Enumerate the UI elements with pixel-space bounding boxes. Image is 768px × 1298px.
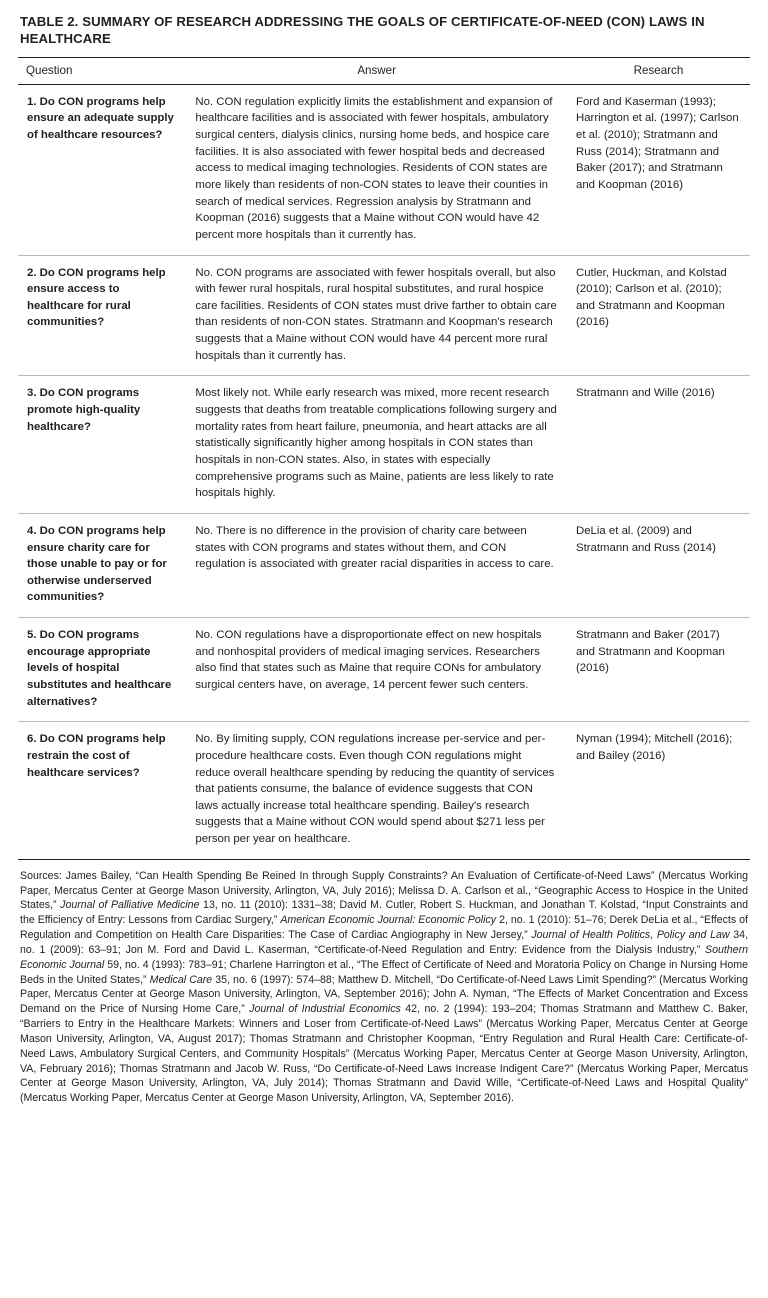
row-question: 2. Do CON programs help ensure access to healthcare for rural communities? <box>18 255 186 376</box>
row-answer: No. CON programs are associated with fewer hospitals overall, but also with fewer rural hospitals, rural hospital substitutes, and rural hospice care facilities. Residents of CON states must drive farther to obtain care than residents of non-CON states. Stratmann and Koopman's research suggests that a Maine without CON would have 44 percent more rural hospitals than it currently has. <box>186 255 567 376</box>
source-title-italic: Journal of Industrial Economics <box>249 1003 401 1016</box>
source-text: 34, no. 1 (2009): 63–91; Jon M. Ford and David L. Kaserman, “Certificate-of-Need Regulation and Entry: Evidence from the Dialysis Industry,” <box>20 929 749 956</box>
column-header-answer: Answer <box>186 57 567 84</box>
row-answer: No. There is no difference in the provision of charity care between states with CON programs and states without them, and CON regulation is associated with greater racial disparities in access to care. <box>186 513 567 617</box>
row-answer: Most likely not. While early research was mixed, more recent research suggests that deaths from treatable complications following surgery and mortality rates from heart failure, pneumonia, and heart attacks are all statistically significantly higher among hospitals in CON states than hospitals in non-CON states. Also, in states with especially comprehensive programs such as Maine, patients are less likely to rate hospitals highly. <box>186 376 567 513</box>
row-answer: No. CON regulations have a disproportionate effect on new hospitals and nonhospital providers of medical imaging services. Researchers also find that states such as Maine that require CONs for ambulatory surgical centers have, on average, 14 percent fewer such centers. <box>186 618 567 722</box>
con-summary-table <box>18 57 750 860</box>
table-row <box>18 255 750 376</box>
source-text: 35, no. 6 (1997): 574–88; Matthew D. Mitchell, “Do Certificate-of-Need Laws Limit Spending?” (Mercatus Working Paper, Mercatus Center at George Mason University, Arlington, VA, September 2016); John A. Nyman, “The Effects of Market Concentration and Excess Demand on the Price of Nursing Home Care,” <box>20 973 748 1016</box>
source-text: 13, no. 11 (2010): 1331–38; David M. Cutler, Robert S. Huckman, and Jonathan T. Kolstad, “Input Constraints and the Efficiency of Entry: Lessons from Cardiac Surgery,” <box>20 899 748 927</box>
source-text: 2, no. 1 (2010): 51–76; Derek DeLia et al., “Effects of Regulation and Competition on Health Care Disparities: The Case of Cardiac Angiography in New Jersey,” <box>20 914 748 942</box>
row-answer: No. By limiting supply, CON regulations increase per-service and per-procedure healthcare costs. Even though CON regulations might reduce overall healthcare spending by reducing the quantity of services that patients consume, the balance of evidence suggests that CON laws actually increase total healthcare spending. Bailey's research suggests that a Maine without CON would spend about $271 less per person per year on healthcare. <box>186 722 567 859</box>
column-header-research: Research <box>567 57 750 84</box>
row-research: Stratmann and Wille (2016) <box>567 376 750 513</box>
source-title-italic: Medical Care <box>149 973 213 986</box>
source-title-italic: American Economic Journal: Economic Policy <box>280 914 497 927</box>
row-research: Cutler, Huckman, and Kolstad (2010); Carlson et al. (2010); and Stratmann and Koopman (2016) <box>567 255 750 376</box>
source-text: 42, no. 2 (1994): 193–204; Thomas Stratmann and Matthew C. Baker, “Barriers to Entry in the Healthcare Markets: Winners and Loser from Certificate-of-Need Laws” (Mercatus Working Paper, Mercatus Center at George Mason University, Arlington, VA, August 2017); Thomas Stratmann and Christopher Koopman, “Entry Regulation and Rural Health Care: Certificate-of-Need Laws, Ambulatory Surgical Centers, and Community Hospitals” (Mercatus Working Paper, Mercatus Center at George Mason University, Arlington, VA, February 2016); Thomas Stratmann and Jacob W. Russ, “Do Certificate-of-Need Laws Increase Indigent Care?” (Mercatus Working Paper, Mercatus Center at George Mason University, Arlington, VA, July 2014); Thomas Stratmann and David Wille, “Certificate-of-Need Laws and Hospital Quality” (Mercatus Working Paper, Mercatus Center at George Mason University, Arlington, VA, September 2016). <box>20 1003 748 1105</box>
row-question: 3. Do CON programs promote high-quality healthcare? <box>18 376 186 513</box>
row-question: 5. Do CON programs encourage appropriate levels of hospital substitutes and healthcare alternatives? <box>18 618 186 722</box>
table-row <box>18 618 750 722</box>
row-research: Stratmann and Baker (2017) and Stratmann and Koopman (2016) <box>567 618 750 722</box>
table-row <box>18 84 750 255</box>
source-title-italic: Journal of Palliative Medicine <box>60 899 200 912</box>
row-question: 6. Do CON programs help restrain the cost of healthcare services? <box>18 722 186 859</box>
row-research: Nyman (1994); Mitchell (2016); and Bailey (2016) <box>567 722 750 859</box>
column-header-question: Question <box>18 57 186 84</box>
table-row <box>18 376 750 513</box>
row-research: Ford and Kaserman (1993); Harrington et al. (1997); Carlson et al. (2010); Stratmann and Russ (2014); Stratmann and Baker (2017); and Stratmann and Koopman (2016) <box>567 84 750 255</box>
source-text: 59, no. 4 (1993): 783–91; Charlene Harrington et al., “The Effect of Certificate of Need and Moratoria Policy on Change in Nursing Home Beds in the United States,” <box>20 958 748 986</box>
table-title: TABLE 2. SUMMARY OF RESEARCH ADDRESSING THE GOALS OF CERTIFICATE-OF-NEED (CON) LAWS IN HEALTHCARE <box>20 14 705 46</box>
row-question: 4. Do CON programs help ensure charity care for those unable to pay or for otherwise underserved communities? <box>18 513 186 617</box>
source-text: Sources: James Bailey, “Can Health Spending Be Reined In through Supply Constraints? An Evaluation of Certificate-of-Need Laws” (Mercatus Working Paper, Mercatus Center at George Mason University, Arlington, VA, July 2016); Melissa D. A. Carlson et al., “Geographic Access to Hospice in the United States,” <box>20 869 748 912</box>
table-row <box>18 513 750 617</box>
row-research: DeLia et al. (2009) and Stratmann and Russ (2014) <box>567 513 750 617</box>
table-header <box>18 57 750 84</box>
source-title-italic: Journal of Health Politics, Policy and Law <box>531 929 730 942</box>
source-title-italic: Southern Economic Journal <box>20 943 748 971</box>
row-answer: No. CON regulation explicitly limits the establishment and expansion of healthcare facilities and is associated with fewer hospitals, ambulatory surgical centers, dialysis clinics, nursing home beds, and hospice care facilities. It is also associated with fewer hospital beds and decreased access to medical imaging technologies. Residents of CON states are more likely than residents of non-CON states to leave their counties in search of medical services. Regression analysis by Stratmann and Koopman (2016) suggests that a Maine without CON would have 42 percent more hospitals than it currently has. <box>186 84 567 255</box>
sources-note <box>18 860 750 1110</box>
table-header-row <box>18 57 750 84</box>
row-question: 1. Do CON programs help ensure an adequate supply of healthcare resources? <box>18 84 186 255</box>
table-body <box>18 84 750 859</box>
table-row <box>18 722 750 859</box>
